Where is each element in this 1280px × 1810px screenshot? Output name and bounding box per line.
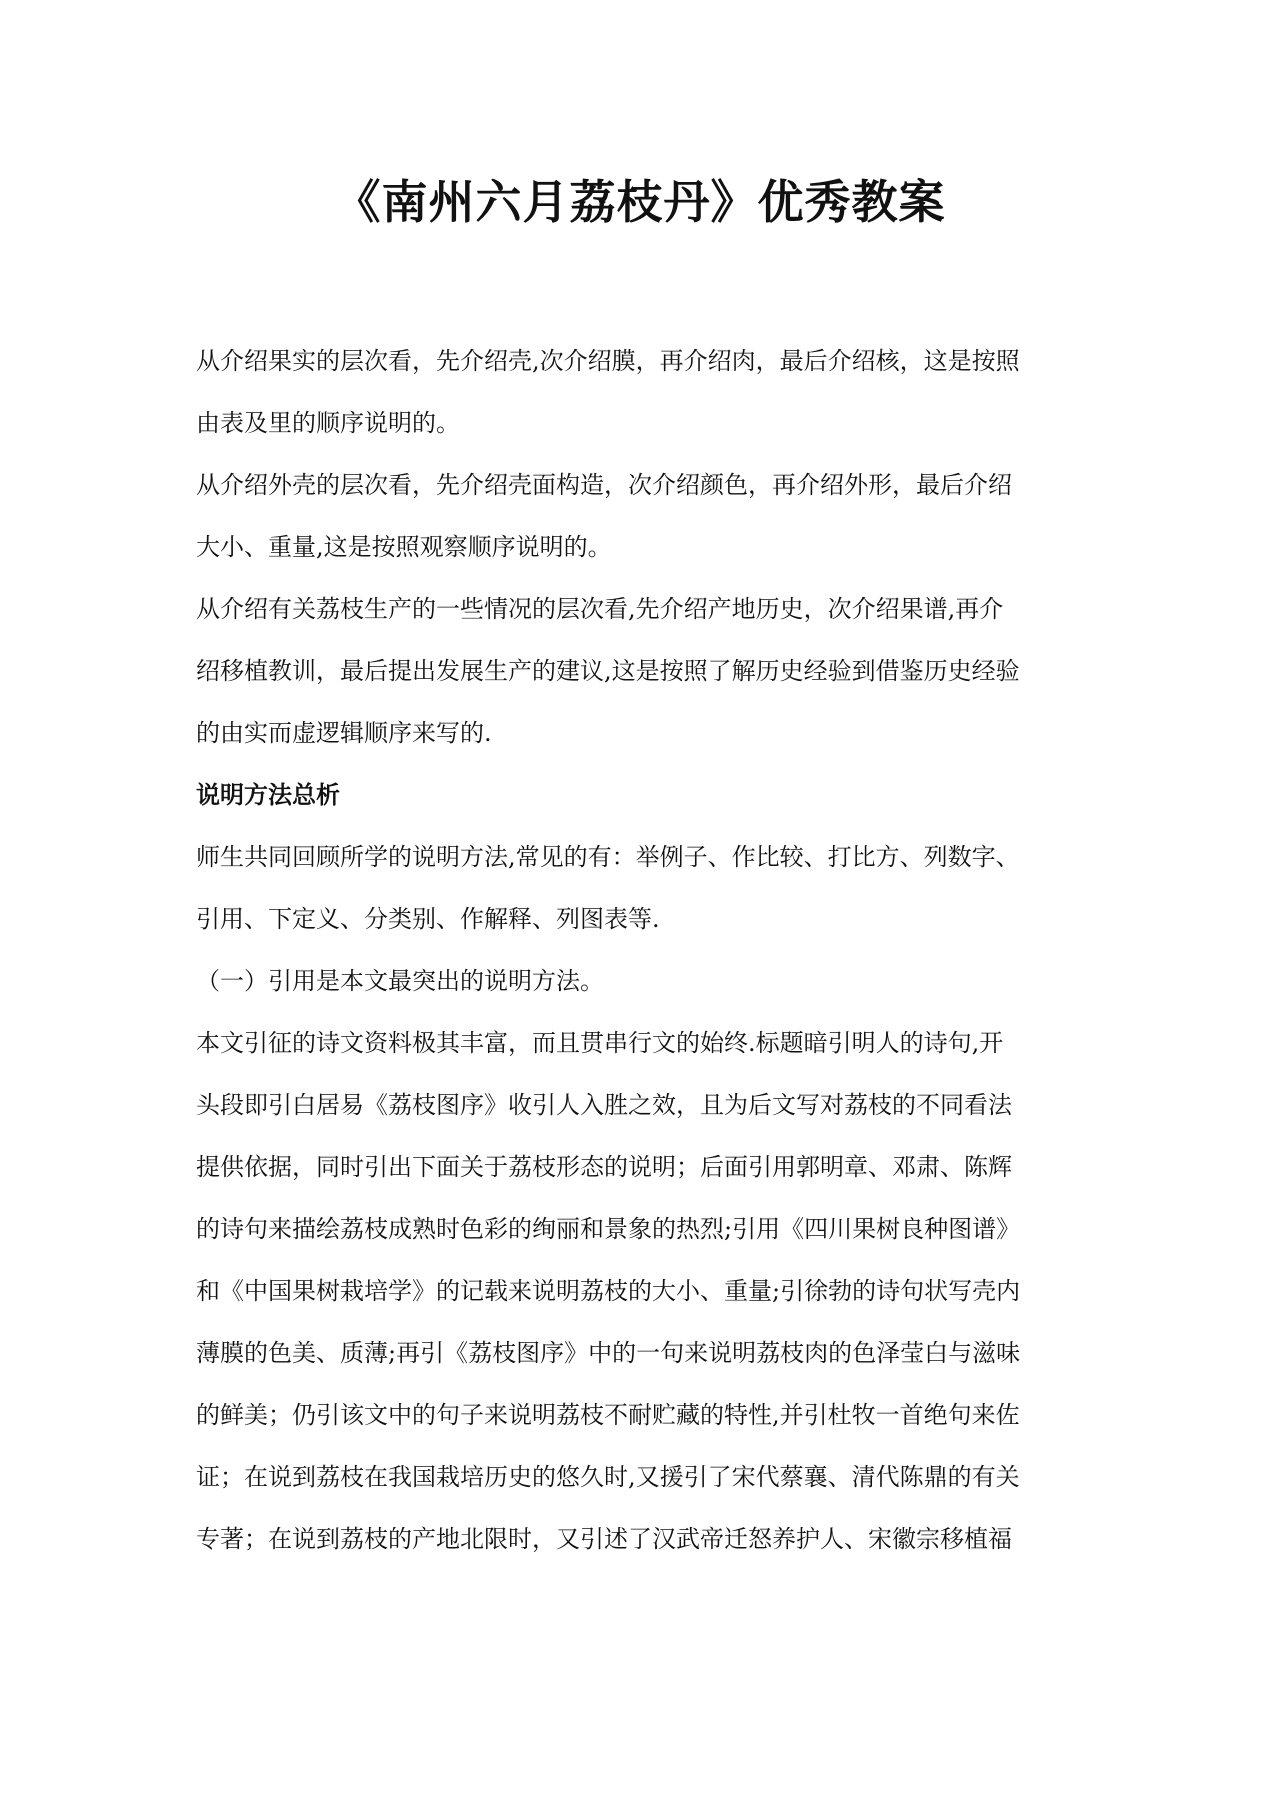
document-title: 《南州六月荔枝丹》优秀教案 bbox=[334, 175, 946, 229]
text-line: 从介绍有关荔枝生产的一些情况的层次看,先介绍产地历史，次介绍果谱,再介 bbox=[196, 595, 1004, 623]
text-line: 大小、重量,这是按照观察顺序说明的。 bbox=[196, 533, 612, 561]
text-line: 师生共同回顾所学的说明方法,常见的有：举例子、作比较、打比方、列数字、 bbox=[196, 843, 1020, 871]
text-line: 本文引征的诗文资料极其丰富，而且贯串行文的始终.标题暗引明人的诗句,开 bbox=[196, 1029, 1004, 1057]
text-line: （一）引用是本文最突出的说明方法。 bbox=[196, 967, 604, 995]
text-line: 引用、下定义、分类别、作解释、列图表等. bbox=[196, 905, 660, 933]
text-line: 的诗句来描绘荔枝成熟时色彩的绚丽和景象的热烈;引用《四川果树良种图谱》 bbox=[196, 1215, 1021, 1243]
text-line: 提供依据，同时引出下面关于荔枝形态的说明；后面引用郭明章、邓肃、陈辉 bbox=[196, 1153, 1012, 1181]
document-body bbox=[196, 330, 1092, 1570]
text-line: 从介绍外壳的层次看，先介绍壳面构造，次介绍颜色，再介绍外形，最后介绍 bbox=[196, 471, 1012, 499]
section-heading: 说明方法总析 bbox=[196, 780, 340, 809]
text-line: 薄膜的色美、质薄;再引《荔枝图序》中的一句来说明荔枝肉的色泽莹白与滋味 bbox=[196, 1339, 1021, 1367]
text-line: 由表及里的顺序说明的。 bbox=[196, 409, 460, 437]
text-line: 和《中国果树栽培学》的记载来说明荔枝的大小、重量;引徐勃的诗句状写壳内 bbox=[196, 1277, 1021, 1305]
text-line: 专著；在说到荔枝的产地北限时，又引述了汉武帝迁怒养护人、宋徽宗移植福 bbox=[196, 1525, 1012, 1553]
text-line: 从介绍果实的层次看，先介绍壳,次介绍膜，再介绍肉，最后介绍核，这是按照 bbox=[196, 347, 1020, 375]
text-line: 头段即引白居易《荔枝图序》收引人入胜之效，且为后文写对荔枝的不同看法 bbox=[196, 1091, 1012, 1119]
text-line: 的由实而虚逻辑顺序来写的. bbox=[196, 719, 492, 747]
text-line: 绍移植教训，最后提出发展生产的建议,这是按照了解历史经验到借鉴历史经验 bbox=[196, 657, 1020, 685]
text-line: 证；在说到荔枝在我国栽培历史的悠久时,又援引了宋代蔡襄、清代陈鼎的有关 bbox=[196, 1463, 1020, 1491]
text-line: 的鲜美；仍引该文中的句子来说明荔枝不耐贮藏的特性,并引杜牧一首绝句来佐 bbox=[196, 1401, 1020, 1429]
